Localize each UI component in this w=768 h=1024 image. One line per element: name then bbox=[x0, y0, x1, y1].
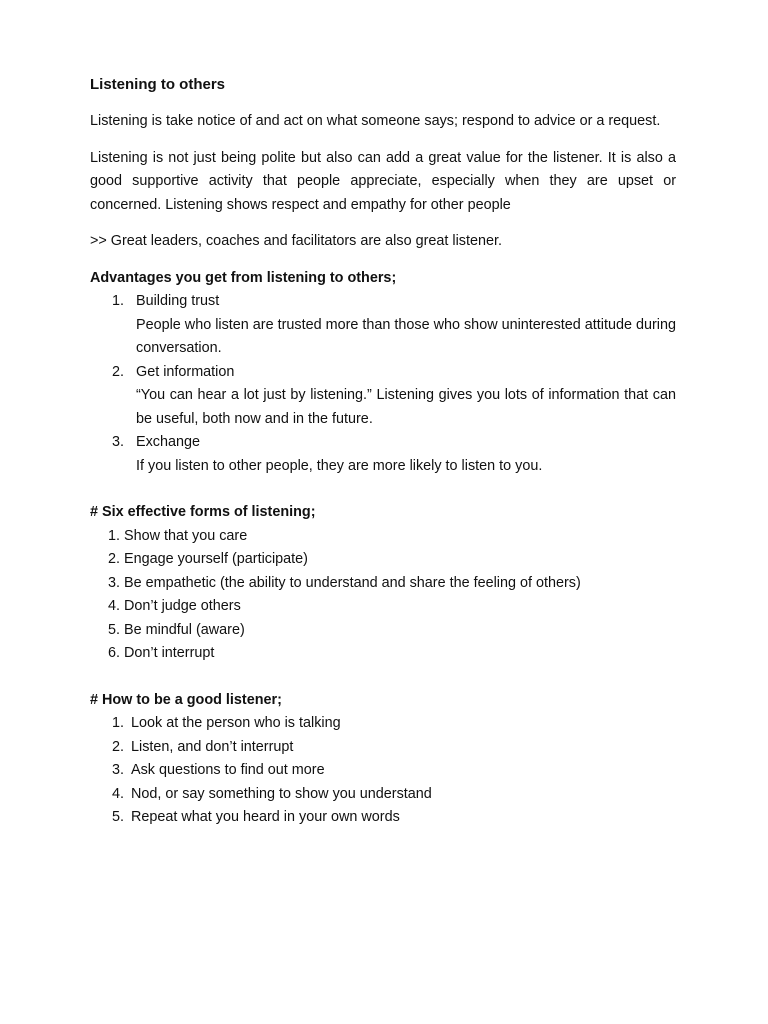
list-item: 5. Be mindful (aware) bbox=[108, 621, 245, 638]
list-item-number: 5. bbox=[112, 809, 125, 825]
list-item bbox=[90, 290, 676, 361]
list-item bbox=[90, 783, 676, 807]
list-item-number: 2. bbox=[112, 363, 125, 380]
good-listener-list bbox=[90, 712, 676, 830]
list-item: 4. Don’t judge others bbox=[108, 598, 241, 614]
list-item bbox=[90, 806, 676, 830]
list-item-number: 3. bbox=[112, 762, 125, 778]
advantages-list bbox=[90, 290, 676, 478]
list-item-text: Listen, and don’t interrupt bbox=[131, 738, 294, 755]
list-item-number: 1. bbox=[112, 293, 125, 309]
list-item-description: People who listen are trusted more than those who show uninterested attitude during conversation. bbox=[136, 316, 676, 356]
paragraph-definition: Listening is take notice of and act on what someone says; respond to advice or a request. bbox=[90, 113, 661, 129]
list-item-title: Get information bbox=[136, 363, 235, 380]
advantages-heading: Advantages you get from listening to others; bbox=[90, 269, 397, 286]
list-item bbox=[90, 361, 676, 432]
six-forms-list bbox=[90, 525, 676, 666]
list-item-text: Nod, or say something to show you understand bbox=[131, 785, 432, 802]
six-forms-heading: # Six effective forms of listening; bbox=[90, 504, 316, 520]
list-item-number: 1. bbox=[112, 715, 125, 731]
list-item-number: 3. bbox=[112, 434, 125, 450]
list-item-title: Building trust bbox=[136, 293, 220, 309]
list-item-text: Ask questions to find out more bbox=[131, 762, 325, 778]
list-item: 1. Show that you care bbox=[108, 527, 248, 544]
list-item bbox=[90, 431, 676, 478]
list-item: 6. Don’t interrupt bbox=[108, 645, 215, 661]
list-item bbox=[90, 712, 676, 736]
list-item-text: Look at the person who is talking bbox=[131, 715, 341, 731]
paragraph-leaders: >> Great leaders, coaches and facilitators are also great listener. bbox=[90, 233, 502, 249]
list-item-number: 4. bbox=[112, 785, 125, 802]
paragraph-value: Listening is not just being polite but also can add a great value for the listener. It is also a good supportive activity that people appreciate, especially when they are upset or concerned. Listening shows respect and empathy for other people bbox=[90, 149, 676, 213]
list-item: 3. Be empathetic (the ability to understand and share the feeling of others) bbox=[108, 574, 581, 591]
list-item-description: If you listen to other people, they are more likely to listen to you. bbox=[136, 457, 543, 474]
list-item bbox=[90, 759, 676, 783]
good-listener-heading: # How to be a good listener; bbox=[90, 691, 282, 708]
document-title: Listening to others bbox=[90, 76, 225, 93]
list-item-text: Repeat what you heard in your own words bbox=[131, 809, 400, 825]
list-item bbox=[90, 736, 676, 760]
list-item-description: “You can hear a lot just by listening.” Listening gives you lots of information that can be useful, both now and in the future. bbox=[136, 387, 676, 427]
list-item: 2. Engage yourself (participate) bbox=[108, 551, 308, 567]
list-item-title: Exchange bbox=[136, 434, 201, 450]
list-item-number: 2. bbox=[112, 738, 125, 755]
